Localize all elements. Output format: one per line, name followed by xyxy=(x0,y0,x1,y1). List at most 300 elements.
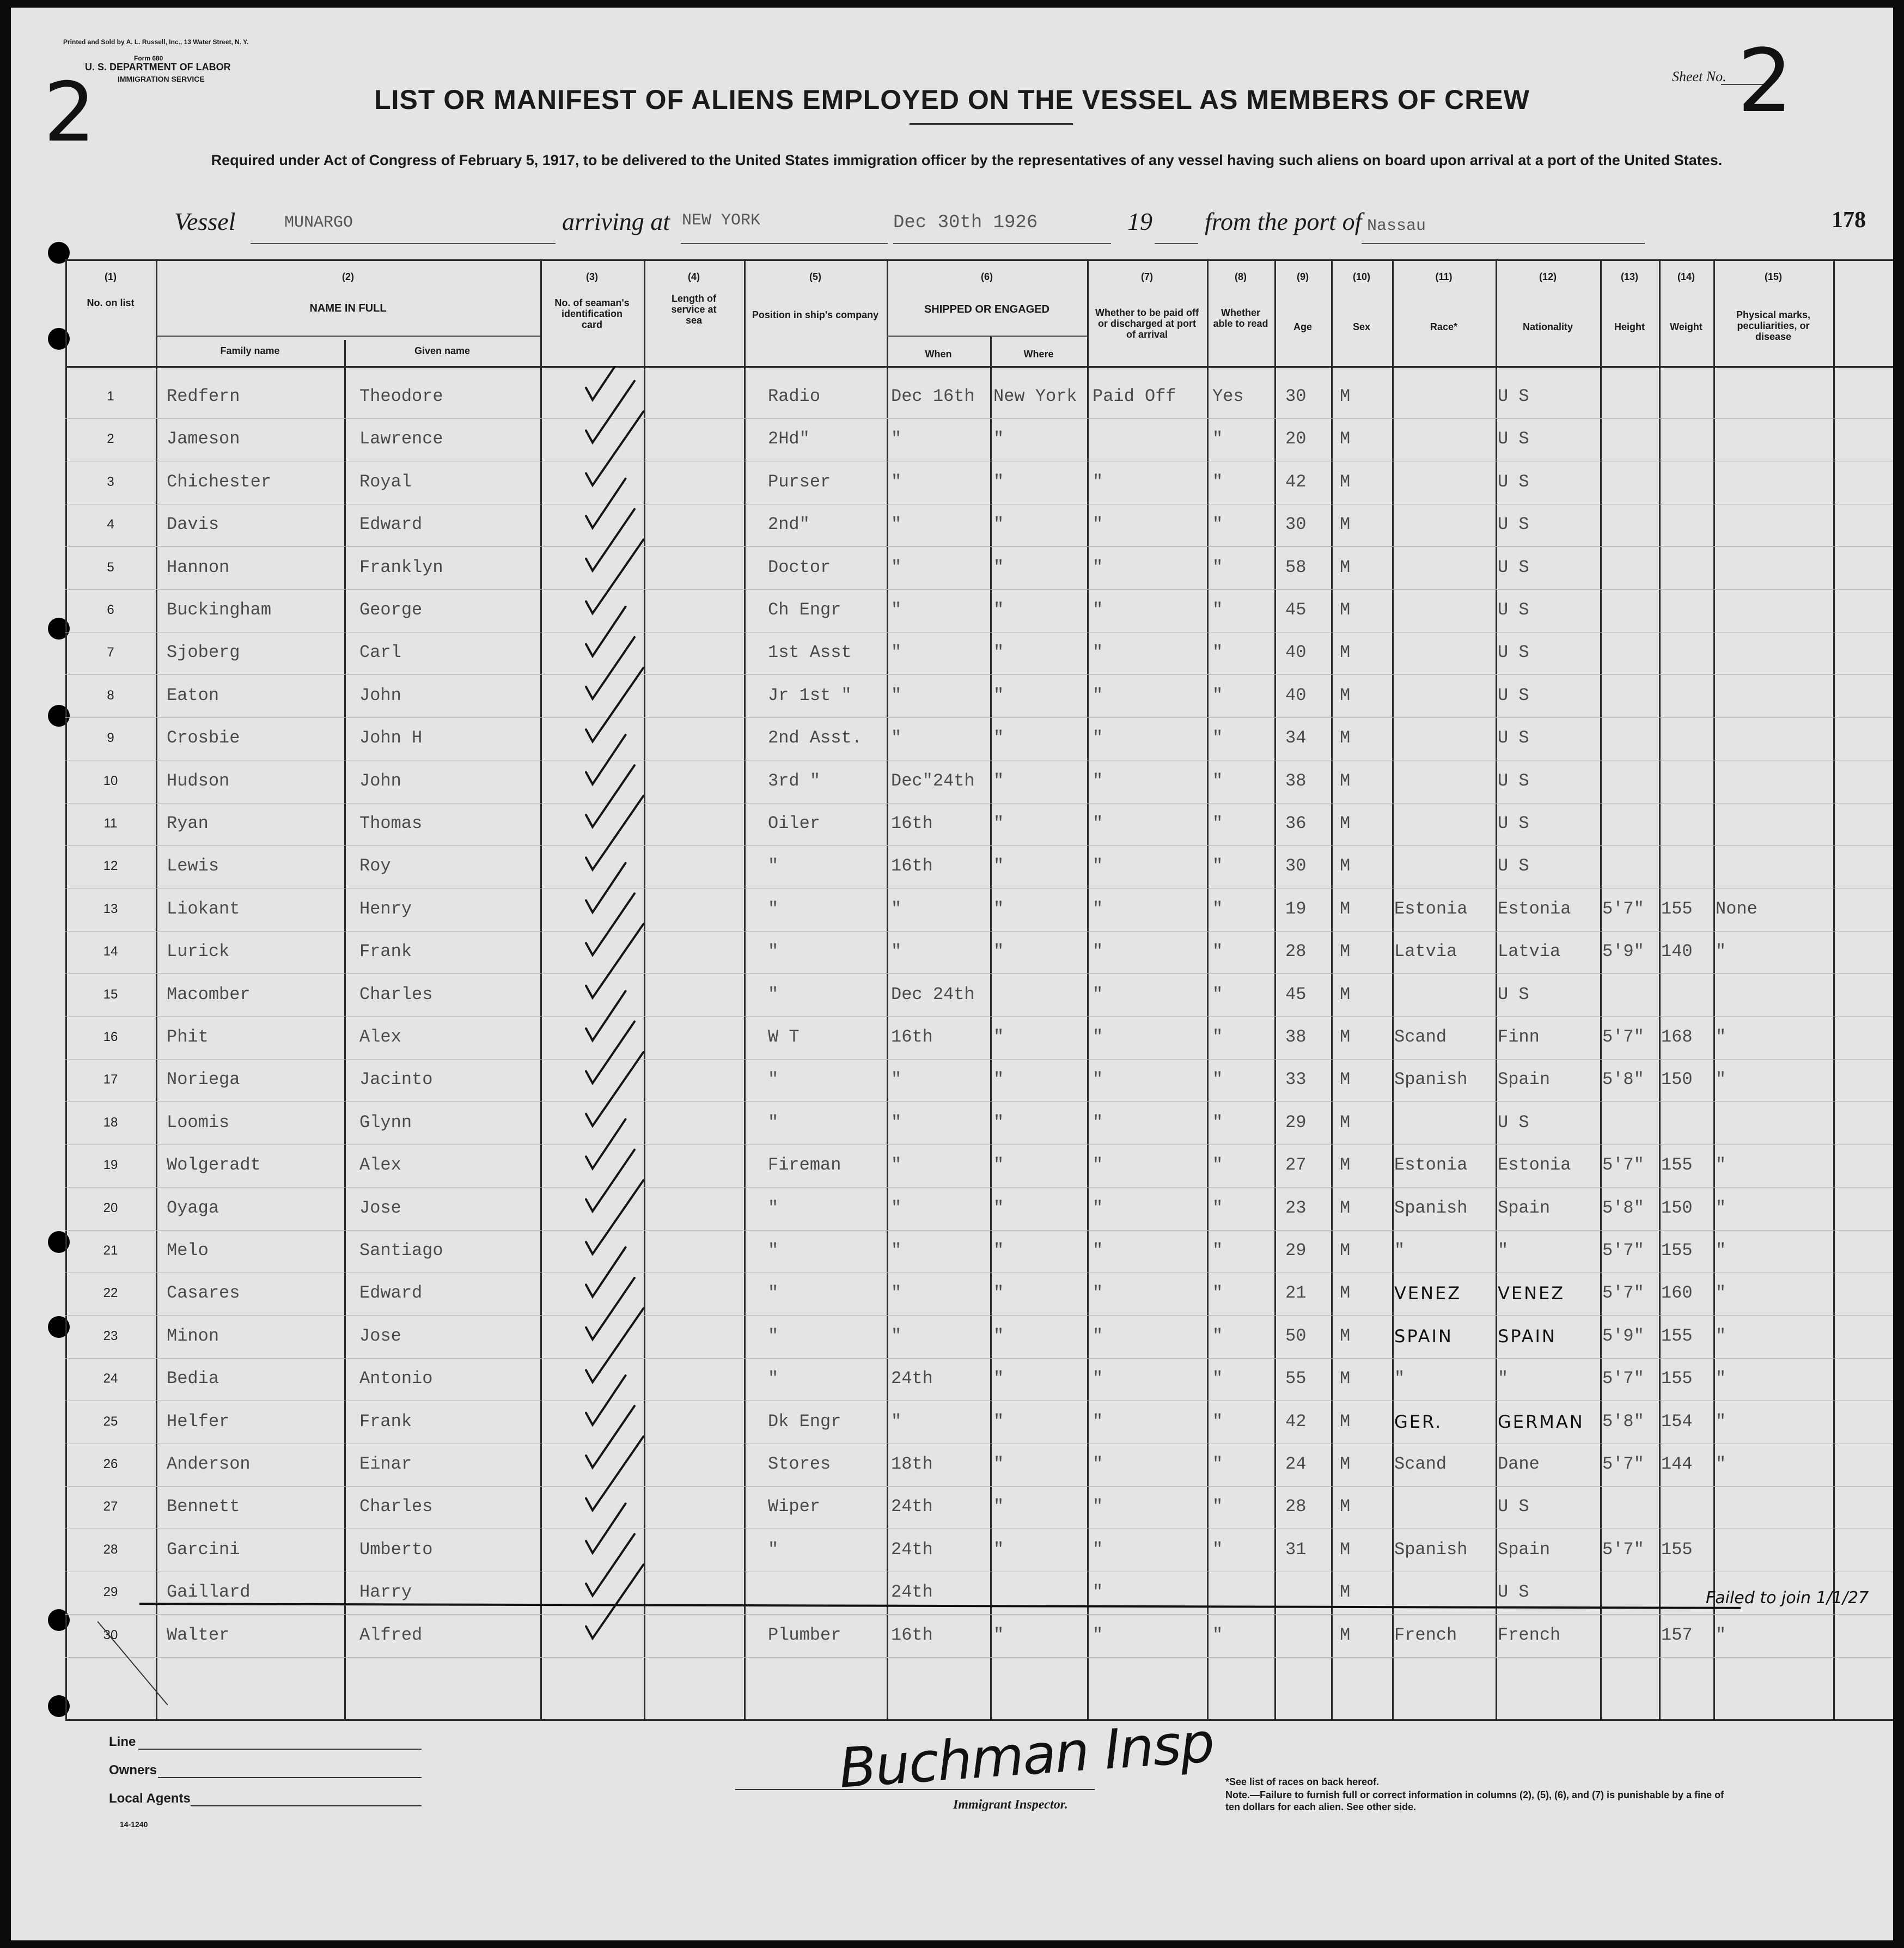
given-name: Franklyn xyxy=(359,557,443,577)
position: Stores xyxy=(768,1454,831,1474)
position: " xyxy=(768,1197,779,1218)
sex: M xyxy=(1340,941,1351,962)
shipped-when: " xyxy=(891,728,902,748)
age: 45 xyxy=(1285,600,1307,620)
shipped-when: " xyxy=(891,1411,902,1432)
able-to-read: " xyxy=(1212,514,1223,535)
age: 20 xyxy=(1285,429,1307,449)
shipped-when: " xyxy=(891,1240,902,1261)
position: Doctor xyxy=(768,557,831,577)
header-weight: Weight xyxy=(1670,321,1702,332)
physical-marks: " xyxy=(1716,1027,1726,1047)
shipped-where: " xyxy=(993,471,1004,492)
checkmarks-layer xyxy=(523,366,741,1719)
id-checkmark xyxy=(586,924,644,998)
shipped-where: " xyxy=(993,600,1004,620)
shipped-header-divider xyxy=(887,336,1087,337)
inspector-label: Immigrant Inspector. xyxy=(953,1798,1068,1812)
able-to-read: " xyxy=(1212,1155,1223,1176)
weight: 144 xyxy=(1661,1454,1693,1474)
nationality: VENEZ xyxy=(1498,1283,1565,1304)
shipped-where: " xyxy=(993,1240,1004,1261)
shipped-when: 16th xyxy=(891,856,933,876)
paid-off: " xyxy=(1093,514,1103,535)
height: 5'7" xyxy=(1602,1368,1644,1389)
shipped-when: " xyxy=(891,471,902,492)
nationality: Spain xyxy=(1498,1197,1551,1218)
crew-table xyxy=(65,259,1893,1719)
family-name: Bedia xyxy=(167,1368,219,1389)
shipped-where: " xyxy=(993,1027,1004,1047)
form-subtitle: Required under Act of Congress of February 5, 1917, to be delivered to the United States immigration officer by the representatives of any vessel having such aliens on board upon arrival at a port of the United States. xyxy=(211,152,1723,168)
weight: 160 xyxy=(1661,1283,1693,1304)
line-blank xyxy=(138,1749,422,1750)
paid-off: " xyxy=(1093,1240,1103,1261)
given-name: Henry xyxy=(359,898,412,919)
row-rule xyxy=(65,1614,1893,1615)
row-number: 6 xyxy=(107,602,114,617)
header-nationality: Nationality xyxy=(1522,321,1573,332)
col-number: (5) xyxy=(809,271,821,282)
sex: M xyxy=(1340,685,1351,705)
family-name: Helfer xyxy=(167,1411,230,1432)
paid-off: " xyxy=(1093,1624,1103,1645)
given-name: Jacinto xyxy=(359,1069,433,1090)
age: 19 xyxy=(1285,898,1307,919)
physical-marks: " xyxy=(1716,1197,1726,1218)
able-to-read: " xyxy=(1212,1197,1223,1218)
given-name: Frank xyxy=(359,941,412,962)
physical-marks: None xyxy=(1716,898,1757,919)
height: 5'7" xyxy=(1602,1539,1644,1560)
family-name: Gaillard xyxy=(167,1582,251,1603)
header-paid-off: Whether to be paid off or discharged at port of arrival xyxy=(1095,307,1199,340)
col-number: (7) xyxy=(1141,271,1153,282)
nationality: Dane xyxy=(1498,1454,1540,1474)
header-when: When xyxy=(925,349,952,360)
row-rule xyxy=(65,973,1893,974)
shipped-where: " xyxy=(993,557,1004,577)
row-rule xyxy=(65,1358,1893,1359)
age: 23 xyxy=(1285,1197,1307,1218)
race: VENEZ xyxy=(1394,1283,1462,1304)
able-to-read: " xyxy=(1212,941,1223,962)
sex: M xyxy=(1340,1325,1351,1346)
family-name: Bennett xyxy=(167,1496,240,1517)
nationality: Latvia xyxy=(1498,941,1561,962)
height: 5'8" xyxy=(1602,1411,1644,1432)
shipped-when: " xyxy=(891,600,902,620)
col-number: (1) xyxy=(105,271,117,282)
column-line xyxy=(1496,259,1497,1719)
position: " xyxy=(768,984,779,1005)
physical-marks: " xyxy=(1716,1325,1726,1346)
col-number: (11) xyxy=(1435,271,1453,282)
row-number: 20 xyxy=(103,1200,118,1215)
row-number: 30 xyxy=(103,1627,118,1642)
able-to-read: " xyxy=(1212,600,1223,620)
race: Scand xyxy=(1394,1027,1447,1047)
nationality: U S xyxy=(1498,1112,1529,1133)
row-number: 10 xyxy=(103,773,118,788)
able-to-read: Yes xyxy=(1212,386,1244,406)
sex: M xyxy=(1340,728,1351,748)
physical-marks: " xyxy=(1716,1069,1726,1090)
row-rule xyxy=(65,1230,1893,1231)
family-name: Noriega xyxy=(167,1069,240,1090)
paid-off: " xyxy=(1093,1496,1103,1517)
able-to-read: " xyxy=(1212,471,1223,492)
family-name: Melo xyxy=(167,1240,209,1261)
family-name: Crosbie xyxy=(167,728,240,748)
position: W T xyxy=(768,1027,800,1047)
row-number: 23 xyxy=(103,1328,118,1343)
able-to-read: " xyxy=(1212,1283,1223,1304)
column-line xyxy=(1331,259,1333,1719)
able-to-read: " xyxy=(1212,1240,1223,1261)
row-rule xyxy=(65,1657,1893,1658)
nationality: U S xyxy=(1498,770,1529,791)
shipped-where: " xyxy=(993,1069,1004,1090)
given-name: Einar xyxy=(359,1454,412,1474)
position: " xyxy=(768,1069,779,1090)
shipped-where: " xyxy=(993,514,1004,535)
from-port: Nassau xyxy=(1367,217,1426,235)
age: 45 xyxy=(1285,984,1307,1005)
family-name: Jameson xyxy=(167,429,240,449)
sex: M xyxy=(1340,1454,1351,1474)
given-name: Frank xyxy=(359,1411,412,1432)
sex: M xyxy=(1340,1539,1351,1560)
nationality: Estonia xyxy=(1498,898,1571,919)
able-to-read: " xyxy=(1212,1027,1223,1047)
row-number: 25 xyxy=(103,1414,118,1429)
nationality: U S xyxy=(1498,642,1529,663)
family-name: Anderson xyxy=(167,1454,251,1474)
shipped-when: 18th xyxy=(891,1454,933,1474)
given-name: Lawrence xyxy=(359,429,443,449)
shipped-where: " xyxy=(993,1325,1004,1346)
position: 2Hd" xyxy=(768,429,810,449)
shipped-when: " xyxy=(891,429,902,449)
year-label: 19 xyxy=(1127,208,1152,235)
nationality: U S xyxy=(1498,856,1529,876)
row-rule xyxy=(65,1187,1893,1188)
row-rule xyxy=(65,1315,1893,1316)
paid-off: " xyxy=(1093,770,1103,791)
nationality: U S xyxy=(1498,471,1529,492)
nationality: Spain xyxy=(1498,1069,1551,1090)
vessel-name: MUNARGO xyxy=(284,214,353,232)
column-line xyxy=(1713,259,1715,1719)
local-agents-blank xyxy=(191,1805,422,1806)
paid-off: " xyxy=(1093,557,1103,577)
from-port-label: from the port of xyxy=(1205,208,1362,235)
able-to-read: " xyxy=(1212,429,1223,449)
column-line xyxy=(1207,259,1209,1719)
age: 30 xyxy=(1285,856,1307,876)
arriving-label: arriving at xyxy=(562,208,670,235)
height: 5'8" xyxy=(1602,1197,1644,1218)
shipped-where: " xyxy=(993,898,1004,919)
header-race: Race* xyxy=(1430,321,1458,332)
race: Spanish xyxy=(1394,1069,1468,1090)
year-line xyxy=(1155,243,1198,244)
age: 28 xyxy=(1285,941,1307,962)
from-port-line xyxy=(1362,243,1645,244)
nationality: U S xyxy=(1498,429,1529,449)
shipped-when: " xyxy=(891,1283,902,1304)
id-checkmark xyxy=(586,1308,644,1383)
position: Oiler xyxy=(768,813,821,833)
header-age: Age xyxy=(1293,321,1312,332)
age: 27 xyxy=(1285,1155,1307,1176)
shipped-where: " xyxy=(993,1368,1004,1389)
vessel-label: Vessel xyxy=(174,208,236,235)
header-id-card: No. of seaman's identification card xyxy=(554,297,630,330)
shipped-when: 24th xyxy=(891,1496,933,1517)
weight: 168 xyxy=(1661,1027,1693,1047)
age: 30 xyxy=(1285,514,1307,535)
col-number: (14) xyxy=(1677,271,1695,282)
weight: 155 xyxy=(1661,1325,1693,1346)
row-rule xyxy=(65,418,1893,419)
nationality: U S xyxy=(1498,557,1529,577)
shipped-where: " xyxy=(993,1539,1004,1560)
given-name: Charles xyxy=(359,1496,433,1517)
family-name: Ryan xyxy=(167,813,209,833)
row-number: 1 xyxy=(107,389,114,404)
weight: 155 xyxy=(1661,898,1693,919)
arriving-port-line xyxy=(681,243,888,244)
row-rule xyxy=(65,546,1893,547)
age: 36 xyxy=(1285,813,1307,833)
age: 55 xyxy=(1285,1368,1307,1389)
shipped-when: " xyxy=(891,1069,902,1090)
id-checkmark xyxy=(586,411,644,485)
paid-off: " xyxy=(1093,898,1103,919)
shipped-where: " xyxy=(993,813,1004,833)
sex: M xyxy=(1340,1069,1351,1090)
id-checkmark xyxy=(586,1436,644,1511)
owners-label: Owners xyxy=(109,1763,157,1777)
shipped-when: " xyxy=(891,642,902,663)
able-to-read: " xyxy=(1212,1539,1223,1560)
sex: M xyxy=(1340,471,1351,492)
row-number: 28 xyxy=(103,1542,118,1557)
age: 42 xyxy=(1285,1411,1307,1432)
column-line xyxy=(744,259,746,1719)
able-to-read: " xyxy=(1212,685,1223,705)
height: 5'8" xyxy=(1602,1069,1644,1090)
sex: M xyxy=(1340,1283,1351,1304)
shipped-when: 16th xyxy=(891,1624,933,1645)
row-rule xyxy=(65,674,1893,675)
able-to-read: " xyxy=(1212,770,1223,791)
race: Spanish xyxy=(1394,1539,1468,1560)
row-number: 8 xyxy=(107,687,114,703)
age: 40 xyxy=(1285,685,1307,705)
family-name: Davis xyxy=(167,514,219,535)
physical-marks: " xyxy=(1716,1368,1726,1389)
shipped-where: " xyxy=(993,1624,1004,1645)
given-name: Jose xyxy=(359,1197,401,1218)
printer-credit: Printed and Sold by A. L. Russell, Inc., 13 Water Street, N. Y. xyxy=(63,38,249,46)
row-rule xyxy=(65,717,1893,718)
position: Wiper xyxy=(768,1496,821,1517)
sex: M xyxy=(1340,770,1351,791)
shipped-where: " xyxy=(993,1283,1004,1304)
nationality: U S xyxy=(1498,685,1529,705)
paid-off: " xyxy=(1093,856,1103,876)
able-to-read: " xyxy=(1212,984,1223,1005)
shipped-when: 16th xyxy=(891,813,933,833)
row-number: 13 xyxy=(103,901,118,916)
col-number: (12) xyxy=(1539,271,1557,282)
age: 29 xyxy=(1285,1240,1307,1261)
given-name: Edward xyxy=(359,514,423,535)
given-name: Carl xyxy=(359,642,401,663)
given-name: Umberto xyxy=(359,1539,433,1560)
nationality: GERMAN xyxy=(1498,1411,1584,1432)
position: Jr 1st " xyxy=(768,685,852,705)
paid-off: " xyxy=(1093,1325,1103,1346)
sex: M xyxy=(1340,1155,1351,1176)
row-number: 2 xyxy=(107,431,114,447)
shipped-when: " xyxy=(891,685,902,705)
column-line xyxy=(1274,259,1276,1719)
paid-off: " xyxy=(1093,728,1103,748)
id-checkmark xyxy=(586,796,644,870)
shipped-where: New York xyxy=(993,386,1077,406)
header-name-in-full: NAME IN FULL xyxy=(309,302,387,314)
row-rule xyxy=(65,589,1893,590)
position: " xyxy=(768,898,779,919)
nationality: U S xyxy=(1498,386,1529,406)
header-height: Height xyxy=(1614,321,1645,332)
position: 2nd" xyxy=(768,514,810,535)
form-title: LIST OR MANIFEST OF ALIENS EMPLOYED ON THE VESSEL AS MEMBERS OF CREW xyxy=(374,84,1530,115)
shipped-where: " xyxy=(993,770,1004,791)
sex: M xyxy=(1340,429,1351,449)
paid-off: " xyxy=(1093,600,1103,620)
family-name: Walter xyxy=(167,1624,230,1645)
given-name: Alex xyxy=(359,1027,401,1047)
local-agents-label: Local Agents xyxy=(109,1791,191,1806)
id-checkmark xyxy=(586,668,644,742)
able-to-read: " xyxy=(1212,1411,1223,1432)
paid-off: " xyxy=(1093,1283,1103,1304)
given-name: George xyxy=(359,600,423,620)
shipped-when: " xyxy=(891,1155,902,1176)
row-number: 27 xyxy=(103,1499,118,1514)
family-name: Hudson xyxy=(167,770,230,791)
col-number: (10) xyxy=(1352,271,1370,282)
paid-off: " xyxy=(1093,1454,1103,1474)
paid-off: " xyxy=(1093,1197,1103,1218)
shipped-where: " xyxy=(993,856,1004,876)
paid-off: " xyxy=(1093,984,1103,1005)
row-number: 14 xyxy=(103,944,118,959)
nationality: U S xyxy=(1498,984,1529,1005)
column-line xyxy=(1087,259,1089,1719)
given-name: Glynn xyxy=(359,1112,412,1133)
row-number: 26 xyxy=(103,1457,118,1471)
weight: 154 xyxy=(1661,1411,1693,1432)
shipped-when: " xyxy=(891,1112,902,1133)
sex: M xyxy=(1340,1112,1351,1133)
shipped-when: 16th xyxy=(891,1027,933,1047)
race: GER. xyxy=(1394,1411,1443,1432)
family-name: Sjoberg xyxy=(167,642,240,663)
family-name: Oyaga xyxy=(167,1197,219,1218)
row-rule xyxy=(65,1101,1893,1102)
nationality: " xyxy=(1498,1368,1509,1389)
position: " xyxy=(768,1368,779,1389)
family-name: Lurick xyxy=(167,941,230,962)
height: 5'7" xyxy=(1602,1027,1644,1047)
nationality: U S xyxy=(1498,813,1529,833)
position: Plumber xyxy=(768,1624,841,1645)
header-physical-marks: Physical marks, peculiarities, or disease xyxy=(1736,309,1811,342)
table-top-border xyxy=(65,259,1893,261)
nationality: SPAIN xyxy=(1498,1325,1557,1347)
row-rule xyxy=(65,931,1893,932)
family-name: Wolgeradt xyxy=(167,1155,261,1176)
shipped-when: Dec 24th xyxy=(891,984,975,1005)
shipped-when: " xyxy=(891,514,902,535)
weight: 155 xyxy=(1661,1240,1693,1261)
family-name: Lewis xyxy=(167,856,219,876)
given-name: John xyxy=(359,770,401,791)
paid-off: " xyxy=(1093,1112,1103,1133)
row-number: 19 xyxy=(103,1158,118,1173)
row-29-strikethrough xyxy=(139,1603,1741,1609)
race: Latvia xyxy=(1394,941,1457,962)
age: 38 xyxy=(1285,1027,1307,1047)
race: Estonia xyxy=(1394,898,1468,919)
able-to-read: " xyxy=(1212,1368,1223,1389)
physical-marks: " xyxy=(1716,941,1726,962)
row-number: 15 xyxy=(103,987,118,1002)
shipped-where: " xyxy=(993,429,1004,449)
given-name: Alex xyxy=(359,1155,401,1176)
position: " xyxy=(768,856,779,876)
able-to-read: " xyxy=(1212,1325,1223,1346)
position: 3rd " xyxy=(768,770,821,791)
nationality: Estonia xyxy=(1498,1155,1571,1176)
given-name: John H xyxy=(359,728,423,748)
paid-off: " xyxy=(1093,1411,1103,1432)
race: Scand xyxy=(1394,1454,1447,1474)
given-name: Harry xyxy=(359,1582,412,1603)
col-number: (2) xyxy=(342,271,354,282)
owners-blank xyxy=(158,1777,422,1778)
col-number: (9) xyxy=(1297,271,1309,282)
shipped-when: " xyxy=(891,1325,902,1346)
position: " xyxy=(768,1325,779,1346)
col-number: (3) xyxy=(586,271,598,282)
row-number: 9 xyxy=(107,730,114,746)
family-name: Liokant xyxy=(167,898,240,919)
sex: M xyxy=(1340,600,1351,620)
col-number: (6) xyxy=(981,271,993,282)
weight: 155 xyxy=(1661,1539,1693,1560)
race: " xyxy=(1394,1368,1405,1389)
col-number: (15) xyxy=(1764,271,1782,282)
name-header-divider xyxy=(156,336,540,337)
family-name: Minon xyxy=(167,1325,219,1346)
